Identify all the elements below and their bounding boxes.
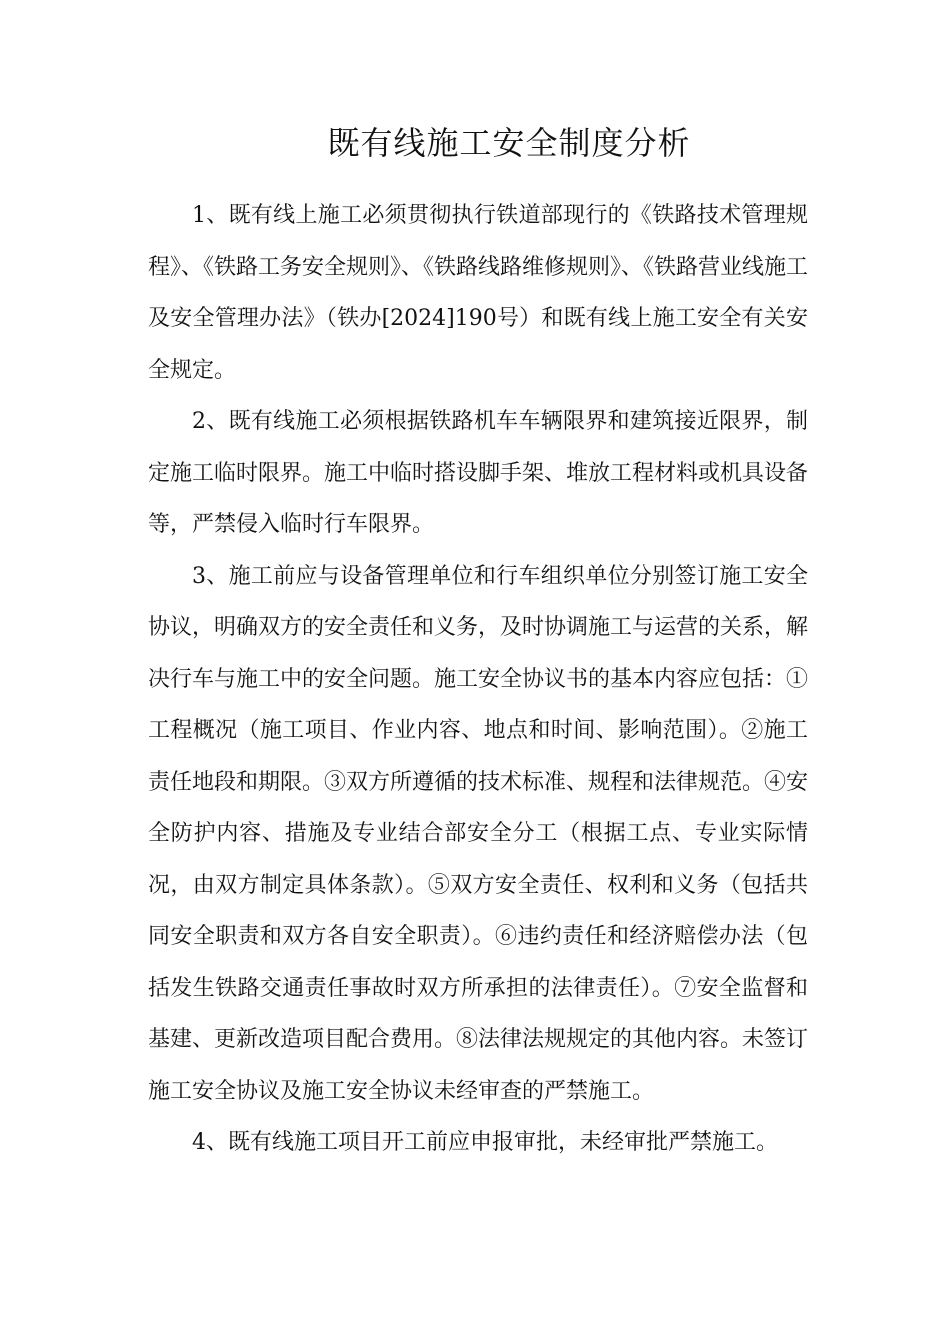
paragraph-4: 4、既有线施工项目开工前应申报审批，未经审批严禁施工。 bbox=[192, 1130, 778, 1155]
paragraph-1: 1、既有线上施工必须贯彻执行铁道部现行的《铁路技术管理规程》、《铁路工务安全规则》、《铁路线路维修规则》、《铁路营业线施工及安全管理办法》（铁办[2024]190号）和既有线上施工安全有关安全规定。 bbox=[148, 203, 809, 383]
paragraph-2: 2、既有线施工必须根据铁路机车车辆限界和建筑接近限界，制定施工临时限界。施工中临时搭设脚手架、堆放工程材料或机具设备等，严禁侵入临时行车限界。 bbox=[148, 409, 809, 537]
document-title: 既有线施工安全制度分析 bbox=[327, 124, 691, 162]
document-body bbox=[148, 190, 808, 1169]
paragraph-3: 3、施工前应与设备管理单位和行车组织单位分别签订施工安全协议，明确双方的安全责任和义务，及时协调施工与运营的关系，解决行车与施工中的安全问题。施工安全协议书的基本内容应包括：①工程概况（施工项目、作业内容、地点和时间、影响范围）。②施工责任地段和期限。③双方所遵循的技术标准、规程和法律规范。④安全防护内容、措施及专业结合部安全分工（根据工点、专业实际情况，由双方制定具体条款）。⑤双方安全责任、权利和义务（包括共同安全职责和双方各自安全职责）。⑥违约责任和经济赔偿办法（包括发生铁路交通责任事故时双方所承担的法律责任）。⑦安全监督和基建、更新改造项目配合费用。⑧法律法规规定的其他内容。未签订施工安全协议及施工安全协议未经审查的严禁施工。 bbox=[148, 563, 809, 1104]
